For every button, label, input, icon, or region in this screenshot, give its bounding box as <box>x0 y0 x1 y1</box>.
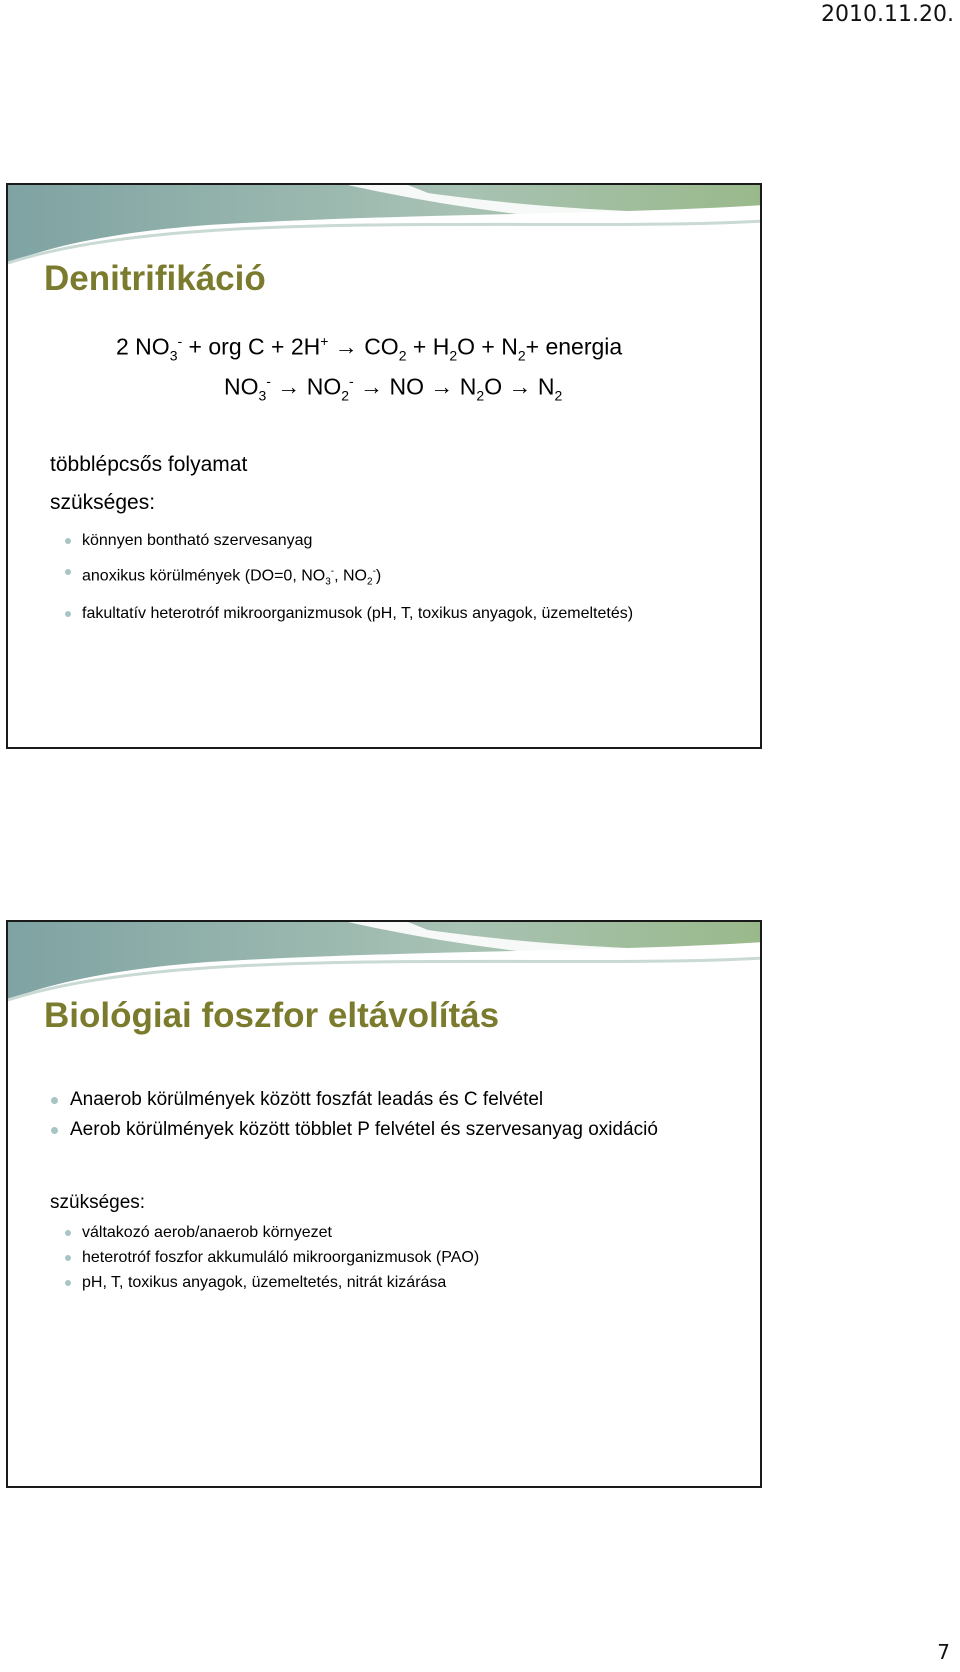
page-date: 2010.11.20. <box>821 2 954 27</box>
page-number: 7 <box>937 1640 950 1664</box>
slide-phosphorus-removal <box>6 920 762 1488</box>
requirements-label: szükséges: <box>50 491 156 514</box>
list-item: heterotróf foszfor akkumuláló mikroorganizmusok (PAO) <box>82 1247 702 1268</box>
requirements-label: szükséges: <box>50 1192 146 1213</box>
slide-title: Biológiai foszfor eltávolítás <box>44 996 500 1035</box>
list-item: pH, T, toxikus anyagok, üzemeltetés, nitrát kizárása <box>82 1272 702 1293</box>
list-item: fakultatív heterotróf mikroorganizmusok (pH, T, toxikus anyagok, üzemeltetés) <box>82 603 702 624</box>
process-list <box>70 1085 658 1145</box>
list-item: váltakozó aerob/anaerob környezet <box>82 1222 702 1243</box>
list-item: könnyen bontható szervesanyag <box>82 530 702 551</box>
slide-title: Denitrifikáció <box>44 259 266 298</box>
reaction-equation: 2 $NO_3^-$ + org $C + 2H^+ \to CO_2 + H_2O + N_2+$ energia <box>116 333 623 364</box>
requirements-list <box>82 1222 702 1297</box>
slide-denitrification <box>6 183 762 749</box>
reaction-pathway: $NO_3^- \to NO_2^-$ → NO → $N_2O \to N_2$ <box>224 373 563 404</box>
list-item: anoxikus körülmények (DO=0, $NO_3^-$, $NO_2^-$) <box>82 561 702 593</box>
requirements-list <box>82 530 702 634</box>
process-description: többlépcsős folyamat <box>50 453 248 476</box>
list-item: Anaerob körülmények között foszfát leadás és C felvétel <box>70 1085 658 1115</box>
list-item: Aerob körülmények között többlet P felvétel és szervesanyag oxidáció <box>70 1115 658 1145</box>
